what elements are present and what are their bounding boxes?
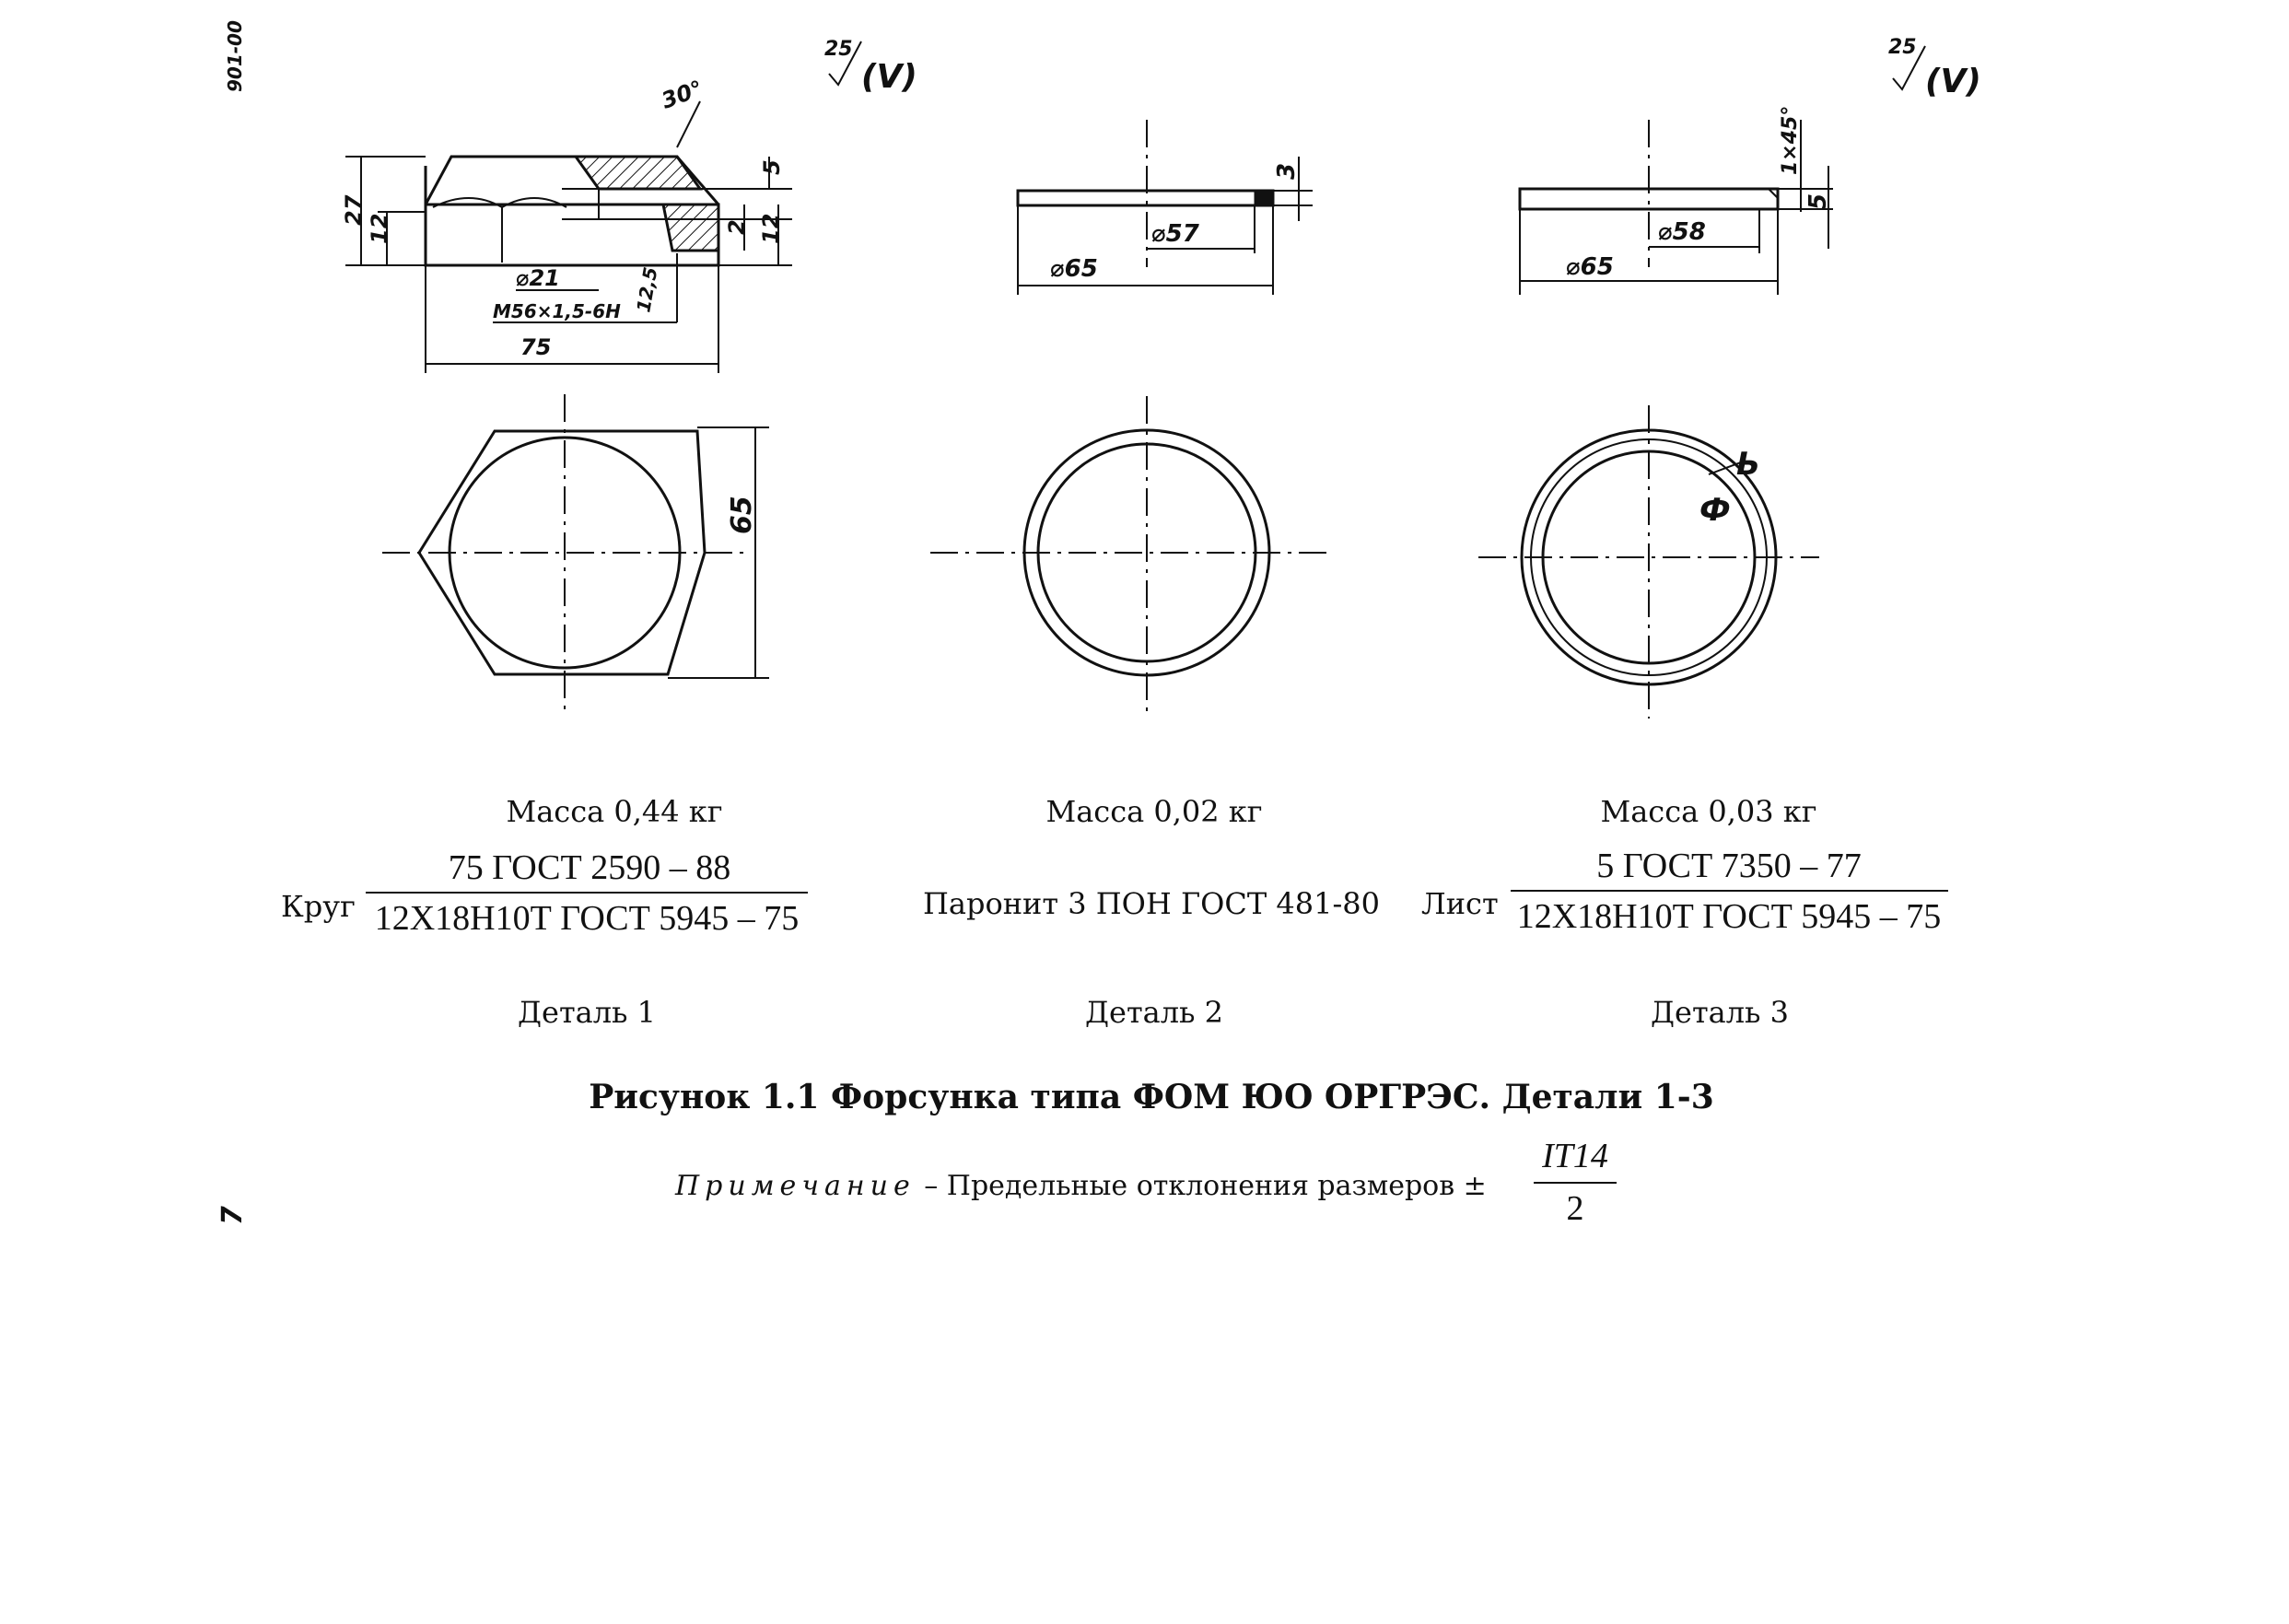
dim-thread: M56×1,5-6H bbox=[493, 300, 621, 322]
note-text: Предельные отклонения размеров ± bbox=[946, 1170, 1487, 1202]
detail-2-dimensions bbox=[1050, 163, 1301, 283]
detail-3-material-denominator: 12Х18Н10Т ГОСТ 5945 – 75 bbox=[1516, 897, 1942, 936]
detail-2-mass: Масса 0,02 кг bbox=[1045, 794, 1263, 829]
dim-diameter-58: ⌀58 bbox=[1658, 218, 1706, 246]
dim-diameter-65-d3: ⌀65 bbox=[1566, 253, 1614, 281]
detail-1-material-label: Круг bbox=[281, 889, 356, 924]
dim-diameter-65: ⌀65 bbox=[1050, 255, 1098, 283]
note-numerator: IT14 bbox=[1542, 1137, 1608, 1175]
detail-3-hand-mark-2: Ф bbox=[1699, 492, 1731, 529]
roughness-mark-right bbox=[1888, 36, 1981, 100]
note-fraction-line bbox=[1534, 1182, 1617, 1184]
svg-text:25: 25 bbox=[824, 38, 853, 61]
detail-3-material-label: Лист bbox=[1421, 886, 1499, 921]
detail-3-mass: Масса 0,03 кг bbox=[1600, 794, 1817, 829]
note-dash: – bbox=[924, 1170, 939, 1202]
detail-1-material-denominator: 12Х18Н10Т ГОСТ 5945 – 75 bbox=[374, 899, 800, 938]
dim-thickness-5: 5 bbox=[1804, 193, 1832, 210]
note-denominator: 2 bbox=[1566, 1189, 1584, 1228]
detail-3-material-numerator: 5 ГОСТ 7350 – 77 bbox=[1596, 847, 1862, 885]
dim-length-75: 75 bbox=[520, 334, 552, 360]
dim-angle-30: 30° bbox=[658, 75, 707, 114]
dim-across-flats-65: 65 bbox=[726, 496, 758, 534]
note-line bbox=[675, 1170, 1487, 1202]
dim-diameter-21: ⌀21 bbox=[516, 265, 560, 291]
dim-12-right: 12 bbox=[758, 213, 784, 244]
svg-text:(V): (V) bbox=[1925, 63, 1981, 100]
figure-caption: Рисунок 1.1 Форсунка типа ФОМ ЮО ОРГРЭС. Детали 1-3 bbox=[589, 1078, 1714, 1116]
roughness-mark-left bbox=[824, 38, 917, 96]
detail-1-mass: Масса 0,44 кг bbox=[506, 794, 723, 829]
sheet-code: 901-00 bbox=[224, 20, 246, 92]
detail-1-plan-view bbox=[382, 394, 769, 714]
dim-height-27: 27 bbox=[341, 194, 367, 226]
dim-height-12-left: 12 bbox=[367, 213, 392, 244]
dim-chamfer-1x45: 1×45° bbox=[1779, 105, 1802, 175]
detail-3-fraction-line bbox=[1511, 890, 1948, 892]
dim-2: 2 bbox=[724, 219, 750, 235]
detail-1-name: Деталь 1 bbox=[517, 995, 657, 1030]
detail-1-fraction-line bbox=[366, 892, 808, 894]
dim-thickness-3: 3 bbox=[1273, 162, 1301, 180]
svg-text:(V): (V) bbox=[861, 58, 917, 96]
detail-2-material: Паронит 3 ПОН ГОСТ 481-80 bbox=[922, 886, 1381, 921]
detail-1-section bbox=[345, 101, 792, 373]
detail-3-dimensions bbox=[1566, 106, 1832, 281]
detail-3-name: Деталь 3 bbox=[1650, 995, 1790, 1030]
detail-2-plan-view bbox=[930, 396, 1326, 714]
dim-chamfer-12-5: 12,5 bbox=[632, 265, 662, 314]
detail-1-material-numerator: 75 ГОСТ 2590 – 88 bbox=[448, 848, 731, 887]
detail-3-plan-view bbox=[1478, 405, 1819, 719]
dim-5: 5 bbox=[759, 159, 785, 175]
page-number: 7 bbox=[216, 1206, 249, 1225]
note-label: Примечание bbox=[675, 1170, 916, 1202]
detail-2-name: Деталь 2 bbox=[1084, 995, 1224, 1030]
detail-3-hand-mark: Ь bbox=[1736, 446, 1760, 483]
dim-diameter-57: ⌀57 bbox=[1151, 220, 1199, 248]
svg-text:25: 25 bbox=[1888, 36, 1917, 59]
